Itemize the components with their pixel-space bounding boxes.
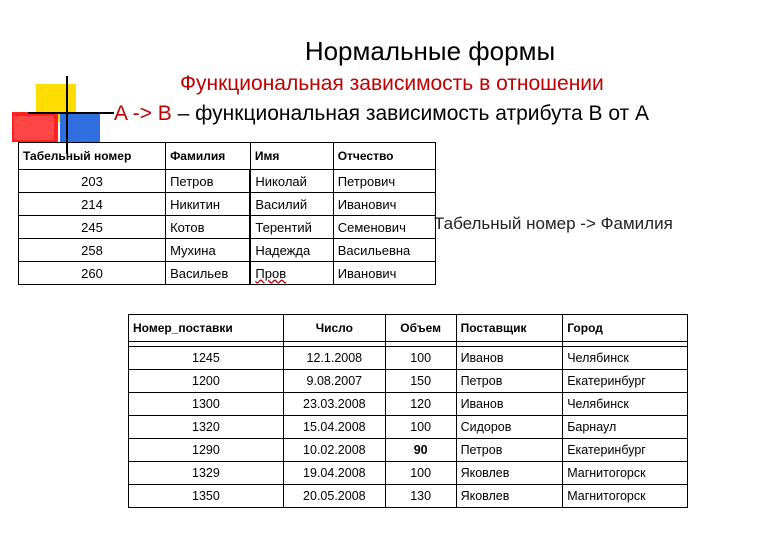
table-row <box>129 462 688 485</box>
table-header-row <box>129 315 688 342</box>
table-cell: 258 <box>19 239 166 262</box>
column-header: Имя <box>250 143 333 170</box>
table-cell: Котов <box>166 216 251 239</box>
table-cell: Петрович <box>333 170 435 193</box>
table-cell: Терентий <box>250 216 333 239</box>
table-cell: 100 <box>385 347 456 370</box>
table-cell: Васильевна <box>333 239 435 262</box>
column-header: Объем <box>385 315 456 342</box>
table-cell: Петров <box>166 170 251 193</box>
table-row <box>19 170 436 193</box>
table-cell: Иванович <box>333 262 435 285</box>
table-cell: Сидоров <box>456 416 563 439</box>
table-cell: 1350 <box>129 485 284 508</box>
table-row <box>19 262 436 285</box>
table-cell: 15.04.2008 <box>283 416 385 439</box>
table-cell: 150 <box>385 370 456 393</box>
definition-text: – функциональная зависимость атрибута В от А <box>171 102 650 125</box>
table-cell: Магнитогорск <box>563 485 688 508</box>
slide-subtitle: Функциональная зависимость в отношении <box>180 72 604 95</box>
table-cell: Магнитогорск <box>563 462 688 485</box>
column-header: Отчество <box>333 143 435 170</box>
definition-line <box>114 102 649 126</box>
table-cell: Иванович <box>333 193 435 216</box>
table-cell: 1329 <box>129 462 284 485</box>
table-cell: 120 <box>385 393 456 416</box>
table-row <box>129 393 688 416</box>
table-cell: Челябинск <box>563 347 688 370</box>
table-cell: 12.1.2008 <box>283 347 385 370</box>
table-cell: Яковлев <box>456 462 563 485</box>
table-cell: 245 <box>19 216 166 239</box>
table-cell: 214 <box>19 193 166 216</box>
table-header-row <box>19 143 436 170</box>
table-cell: 23.03.2008 <box>283 393 385 416</box>
table-cell: 1200 <box>129 370 284 393</box>
table-cell: Яковлев <box>456 485 563 508</box>
table-cell: Барнаул <box>563 416 688 439</box>
employees-table <box>18 142 436 285</box>
dependency-example: Табельный номер -> Фамилия <box>434 214 673 233</box>
table-cell: 203 <box>19 170 166 193</box>
table-cell: Петров <box>456 370 563 393</box>
table-cell: 1245 <box>129 347 284 370</box>
table-row <box>129 347 688 370</box>
column-header: Номер_поставки <box>129 315 284 342</box>
table-cell: 1300 <box>129 393 284 416</box>
table-cell: Пров <box>250 262 333 285</box>
column-header: Табельный номер <box>19 143 166 170</box>
table-cell: Надежда <box>250 239 333 262</box>
table-cell: 90 <box>385 439 456 462</box>
table-cell: Никитин <box>166 193 251 216</box>
column-header: Фамилия <box>166 143 251 170</box>
table-cell: 20.05.2008 <box>283 485 385 508</box>
table-cell: Николай <box>250 170 333 193</box>
table-cell: Мухина <box>166 239 251 262</box>
table-cell: Екатеринбург <box>563 370 688 393</box>
table-cell: 10.02.2008 <box>283 439 385 462</box>
table-cell: 260 <box>19 262 166 285</box>
slide-title: Нормальные формы <box>304 36 556 66</box>
table-row <box>19 239 436 262</box>
table-row <box>19 193 436 216</box>
deliveries-table <box>128 314 688 508</box>
decor-horizontal-line <box>28 112 114 114</box>
table-cell: 1320 <box>129 416 284 439</box>
table-cell: Челябинск <box>563 393 688 416</box>
table-cell: Екатеринбург <box>563 439 688 462</box>
table-row <box>129 485 688 508</box>
table-cell: Петров <box>456 439 563 462</box>
table-row <box>129 416 688 439</box>
table-cell: Иванов <box>456 347 563 370</box>
table-cell: 1290 <box>129 439 284 462</box>
table-cell: 100 <box>385 416 456 439</box>
table-cell: 19.04.2008 <box>283 462 385 485</box>
table-cell: 130 <box>385 485 456 508</box>
column-header: Поставщик <box>456 315 563 342</box>
table-cell: Семенович <box>333 216 435 239</box>
table-cell: Василий <box>250 193 333 216</box>
table-cell: 100 <box>385 462 456 485</box>
decor-pink-square <box>14 116 54 140</box>
table-row <box>129 439 688 462</box>
column-header: Число <box>283 315 385 342</box>
table-cell: 9.08.2007 <box>283 370 385 393</box>
table-cell: Васильев <box>166 262 251 285</box>
column-header: Город <box>563 315 688 342</box>
table-cell: Иванов <box>456 393 563 416</box>
table-row <box>19 216 436 239</box>
definition-lhs: A -> B <box>114 102 172 125</box>
table-row <box>129 370 688 393</box>
